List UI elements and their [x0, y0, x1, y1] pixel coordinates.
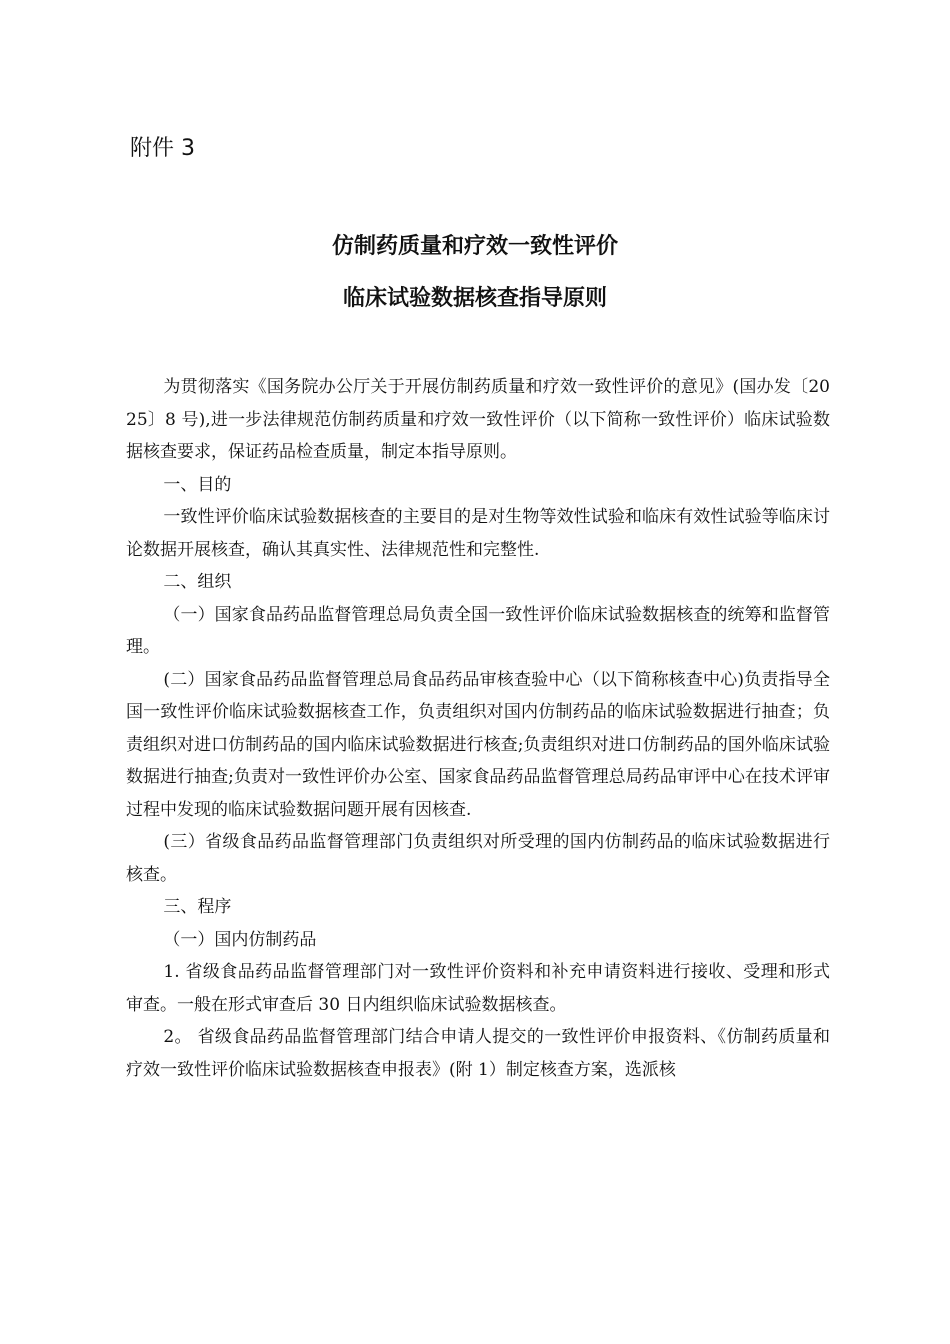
section-heading-organization: 二、组织 — [163, 572, 232, 592]
section-heading-purpose: 一、目的 — [163, 474, 232, 495]
purpose-paragraph: 一致性评价临床试验数据核查的主要目的是对生物等效性试验和临床有效性试验等临床讨论数据开展核查，确认其真实性、法律规范性和完整性. — [126, 507, 830, 560]
document-body — [126, 371, 830, 1086]
organization-item-2: (二）国家食品药品监督管理总局食品药品审核查验中心（以下简称核查中心)负责指导全国一致性评价临床试验数据核查工作，负责组织对国内仿制药品的临床试验数据进行抽查；负责组织对进口仿制药品的国内临床试验数据进行核查;负责组织对进口仿制药品的国外临床试验数据进行抽查;负责对一致性评价办公室、国家食品药品监督管理总局药品审评中心在技术评审过程中发现的临床试验数据问题开展有因核查. — [126, 669, 830, 820]
attachment-label: 附件 3 — [130, 136, 195, 161]
document-title-line-2: 临床试验数据核查指导原则 — [342, 286, 607, 311]
intro-paragraph: 为贯彻落实《国务院办公厅关于开展仿制药质量和疗效一致性评价的意见》(国办发〔2025〕8 号),进一步法律规范仿制药质量和疗效一致性评价（以下简称一致性评价）临床试验数据核查要求，保证药品检查质量，制定本指导原则。 — [126, 377, 830, 462]
procedure-subheading-domestic: （一）国内仿制药品 — [163, 929, 317, 950]
document-title-line-1: 仿制药质量和疗效一致性评价 — [331, 234, 618, 259]
section-heading-procedure: 三、程序 — [163, 897, 232, 917]
procedure-item-2: 2。 省级食品药品监督管理部门结合申请人提交的一致性评价申报资料、《仿制药质量和疗效一致性评价临床试验数据核查申报表》(附 1）制定核查方案，选派核 — [126, 1027, 830, 1080]
procedure-item-1: 1. 省级食品药品监督管理部门对一致性评价资料和补充申请资料进行接收、受理和形式审查。一般在形式审查后 30 日内组织临床试验数据核查。 — [126, 962, 830, 1015]
organization-item-1: （一）国家食品药品监督管理总局负责全国一致性评价临床试验数据核查的统筹和监督管理。 — [126, 604, 830, 657]
organization-item-3: (三）省级食品药品监督管理部门负责组织对所受理的国内仿制药品的临床试验数据进行核查。 — [126, 832, 830, 885]
